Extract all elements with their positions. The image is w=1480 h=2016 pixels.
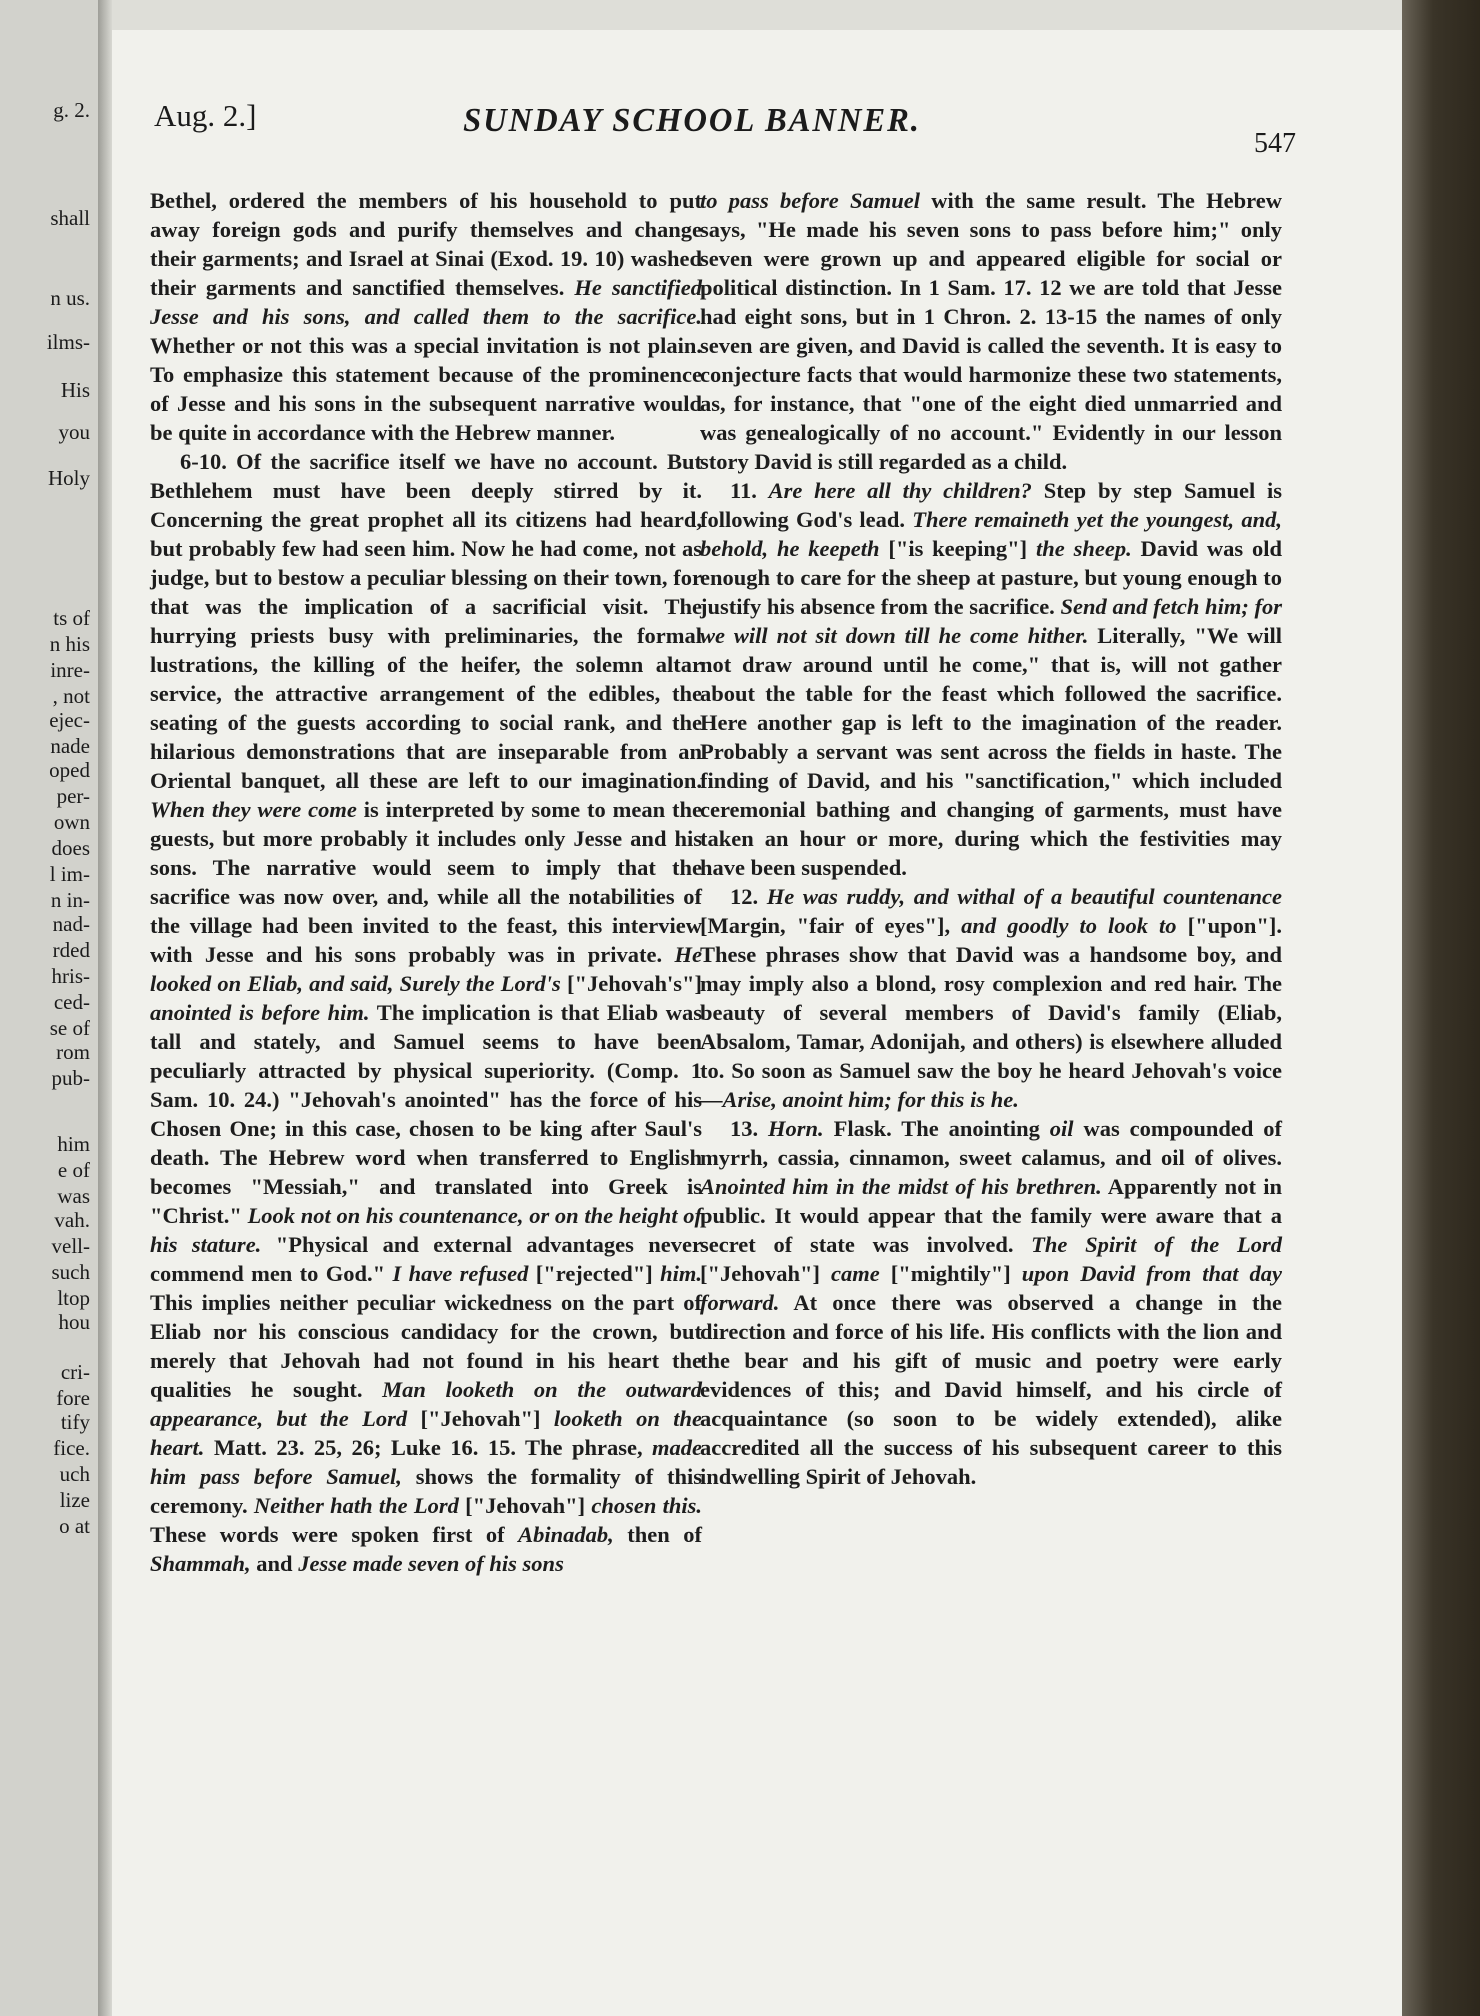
- scripture-quote: He looked on Eliab, and said, Surely the Lord's: [150, 942, 702, 996]
- page-number: 547: [1254, 128, 1296, 159]
- previous-page-fragment: n in-: [50, 888, 90, 912]
- previous-page-fragment: n us.: [50, 286, 90, 310]
- previous-page-fragment: vell-: [51, 1234, 90, 1258]
- text-run: ["mightily"]: [879, 1261, 1022, 1286]
- previous-page-fragment: pub-: [51, 1066, 90, 1090]
- previous-page-fragment: cri-: [60, 1360, 90, 1384]
- text-run: Flask. The anointing: [823, 1116, 1050, 1141]
- book-gutter: [98, 0, 112, 2016]
- scripture-quote: looketh on the heart.: [150, 1406, 703, 1460]
- running-head-date: Aug. 2.]: [154, 98, 257, 133]
- paragraph: [700, 186, 1282, 476]
- paragraph: [700, 476, 1282, 882]
- previous-page-fragment: e of: [57, 1158, 90, 1182]
- scripture-quote: When they were come: [150, 797, 357, 822]
- previous-page-fragment: rom: [56, 1040, 90, 1064]
- previous-page-fragment: ts of: [53, 606, 90, 630]
- previous-page-fragment: Holy: [48, 466, 90, 490]
- text-run: Step by step Samuel is following God's lead.: [700, 478, 1282, 532]
- previous-page-fragment: was: [57, 1184, 90, 1208]
- previous-page-fragment: hou: [58, 1310, 90, 1334]
- previous-page-fragment: g. 2.: [53, 98, 90, 122]
- previous-page-fragment: you: [58, 420, 90, 444]
- text-run: ["Jehovah's"]: [560, 971, 702, 996]
- previous-page-fragment: own: [53, 810, 90, 834]
- text-run: "Physical and external advantages never commend men to God.": [150, 1232, 702, 1286]
- text-run: ["Jehovah"]: [700, 1261, 831, 1286]
- previous-page-fragment: o at: [59, 1514, 90, 1538]
- previous-page-fragment: n his: [49, 632, 90, 656]
- scripture-quote: upon David from that day forward.: [700, 1261, 1282, 1315]
- scripture-quote: He was ruddy, and withal of a beautiful countenance: [766, 884, 1283, 909]
- scripture-quote: Anointed him in the midst of his brethren.: [700, 1174, 1102, 1199]
- scripture-quote: anointed is before him.: [150, 1000, 370, 1025]
- text-run: Apparently not in public. It would appear that the family were aware that a secret of state was involved.: [700, 1174, 1282, 1257]
- scripture-quote: Jesse made seven of his sons: [298, 1551, 564, 1576]
- previous-page-fragment: oped: [49, 758, 90, 782]
- paragraph: [700, 882, 1282, 1114]
- text-run: [Margin, "fair of eyes"],: [700, 913, 962, 938]
- scripture-quote: Are here all thy children?: [768, 478, 1032, 503]
- scripture-quote: He sanctified Jesse and his sons, and called them to the sacrifice.: [150, 275, 702, 329]
- previous-page-fragment: l im-: [49, 862, 90, 886]
- previous-page-fragment: inre-: [50, 658, 90, 682]
- text-run: was compounded of myrrh, cassia, cinnamon, sweet calamus, and oil of olives.: [700, 1116, 1283, 1170]
- text-run: [757, 478, 769, 503]
- scripture-quote: Shammah,: [150, 1551, 251, 1576]
- scripture-quote: Horn.: [768, 1116, 824, 1141]
- scripture-quote: to pass before Samuel: [700, 188, 921, 213]
- left-column: [150, 186, 702, 1578]
- paragraph: [150, 447, 702, 1578]
- previous-page-fragment: uch: [59, 1462, 90, 1486]
- text-run: ["Jehovah"]: [458, 1493, 592, 1518]
- text-run: ["is keeping"]: [879, 536, 1036, 561]
- scripture-quote: The Spirit of the Lord: [1031, 1232, 1282, 1257]
- running-head-title: SUNDAY SCHOOL BANNER.: [463, 102, 921, 139]
- verse-number: 12.: [730, 884, 759, 909]
- scripture-quote: Abinadab,: [518, 1522, 614, 1547]
- previous-page-fragment: per-: [56, 784, 90, 808]
- previous-page-edge: [0, 0, 101, 2016]
- text-run: At once there was observed a change in the direction and force of his life. His conflicts with the lion and the bear and his gift of music and poetry were early evidences of this; and David himself, and his circle of acquaintance (so soon to be widely extended), alike accredited all the success of his subsequent career to this indwelling Spirit of Jehovah.: [700, 1290, 1282, 1489]
- previous-page-fragment: such: [51, 1260, 90, 1284]
- right-column: [700, 186, 1282, 1491]
- verse-number: 13.: [730, 1116, 759, 1141]
- text-run: The implication is that Eliab was tall and stately, and Samuel seems to have been peculiarly attracted by physical superiority. (Comp. 1 Sam. 10. 24.) "Jehovah's anointed" has the force of his Chosen One; in this case, chosen to be king after Saul's death. The Hebrew word when transferred to English becomes "Messiah," and translated into Greek is "Christ.": [150, 1000, 702, 1228]
- previous-page-fragment: rded: [52, 938, 90, 962]
- book-edge: [1402, 0, 1480, 2016]
- scripture-quote: Look not on his countenance, or on the height of his stature.: [150, 1203, 703, 1257]
- scripture-quote: Send and fetch him; for we will not sit down till he come hither.: [700, 594, 1282, 648]
- previous-page-fragment: nade: [50, 734, 90, 758]
- scripture-quote: chosen this.: [591, 1493, 702, 1518]
- text-run: is interpreted by some to mean the guests, but more probably it includes only Jesse and his sons. The narrative would seem to imply that the sacrifice was now over, and, while all the notabilities of the village had been invited to the feast, this interview with Jesse and his sons probably was in private.: [150, 797, 702, 967]
- text-run: Whether or not this was a special invitation is not plain. To emphasize this statement because of the prominence of Jesse and his sons in the subsequent narrative would be quite in accordance with the Hebrew manner.: [150, 333, 702, 445]
- previous-page-fragment: tify: [60, 1410, 90, 1434]
- text-run: These words were spoken first of: [150, 1522, 519, 1547]
- verse-number: 6-10.: [180, 449, 227, 474]
- previous-page-fragment: ilms-: [46, 330, 90, 354]
- previous-page-fragment: fice.: [53, 1436, 90, 1460]
- scripture-quote: I have refused: [392, 1261, 529, 1286]
- text-run: ["Jehovah"]: [407, 1406, 554, 1431]
- text-run: with the same result. The Hebrew says, "He made his seven sons to pass before him;" only seven were grown up and appeared eligible for social or political distinction. In 1 Sam. 17. 12 we are told that Jesse had eight sons, but in 1 Chron. 2. 13-15 the names of only seven are given, and David is called the seventh. It is easy to conjecture facts that would harmonize these two statements, as, for instance, that "one of the eight died unmarried and was genealogically of no account." Evidently in our lesson story David is still regarded as a child.: [700, 188, 1282, 474]
- text-run: Bethel, ordered the members of his household to put away foreign gods and purify themselves and change their garments; and Israel at Sinai (Exod. 19. 10) washed their garments and sanctified themselves.: [150, 188, 702, 300]
- previous-page-fragment: , not: [52, 684, 90, 708]
- previous-page-fragment: does: [51, 836, 90, 860]
- text-run: ["upon"]. These phrases show that David was a handsome boy, and may imply also a blond, rosy complexion and red hair. The beauty of several members of David's family (Eliab, Absalom, Tamar, Adonijah, and others) is elsewhere alluded to. So soon as Samuel saw the boy he heard Jehovah's voice—: [700, 913, 1282, 1112]
- text-run: shows the formality of this ceremony.: [150, 1464, 702, 1518]
- previous-page-fragment: vah.: [54, 1208, 90, 1232]
- text-run: then of: [613, 1522, 703, 1547]
- previous-page-fragment: him: [57, 1132, 90, 1156]
- previous-page-fragment: ltop: [57, 1286, 90, 1310]
- previous-page-fragment: nad-: [52, 912, 90, 936]
- text-run: [758, 884, 767, 909]
- previous-page-fragment: lize: [59, 1488, 90, 1512]
- previous-page-fragment: ejec-: [49, 708, 90, 732]
- previous-page-fragment: shall: [50, 206, 90, 230]
- text-run: David was old enough to care for the sheep at pasture, but young enough to justify his absence from the sacrifice.: [700, 536, 1282, 619]
- text-run: and: [250, 1551, 299, 1576]
- scripture-quote: oil: [1049, 1116, 1074, 1141]
- scripture-quote: Neither hath the Lord: [253, 1493, 459, 1518]
- previous-page-fragment: His: [60, 378, 90, 402]
- scripture-quote: Arise, anoint him; for this is he.: [722, 1087, 1019, 1112]
- scripture-quote: made him pass before Samuel,: [150, 1435, 702, 1489]
- text-run: ["rejected"]: [528, 1261, 661, 1286]
- text-run: Literally, "We will not draw around until he come," that is, will not gather about the table for the feast which followed the sacrifice. Here another gap is left to the imagination of the reader. Probably a servant was sent across the fields in haste. The finding of David, and his "sanctification," which included ceremonial bathing and changing of garments, must have taken an hour or more, during which the festivities may have been suspended.: [700, 623, 1282, 880]
- paragraph: [150, 186, 702, 447]
- previous-page-fragment: se of: [49, 1016, 90, 1040]
- scripture-quote: There remaineth yet the youngest, and, behold, he keepeth: [700, 507, 1282, 561]
- scripture-quote: and goodly to look to: [961, 913, 1177, 938]
- scripture-quote: came: [830, 1261, 880, 1286]
- previous-page-fragment: hris-: [51, 964, 90, 988]
- text-run: This implies neither peculiar wickedness on the part of Eliab nor his conscious candidacy for the crown, but merely that Jehovah had not found in his heart the qualities he sought.: [150, 1290, 702, 1402]
- scripture-quote: the sheep.: [1036, 536, 1132, 561]
- text-run: [758, 1116, 768, 1141]
- paragraph: [700, 1114, 1282, 1491]
- text-run: Of the sacrifice itself we have no account. But Bethlehem must have been deeply stirred by it. Concerning the great prophet all its citizens had heard, but probably few had seen him. Now he had come, not as judge, but to bestow a peculiar blessing on their town, for that was the implication of a sacrificial visit. The hurrying priests busy with preliminaries, the formal lustrations, the killing of the heifer, the solemn altar service, the attractive arrangement of the edibles, the seating of the guests according to social rank, and the hilarious demonstrations that are inseparable from an Oriental banquet, all these are left to our imagination.: [150, 449, 702, 793]
- previous-page-fragment: fore: [56, 1386, 90, 1410]
- scripture-quote: him.: [660, 1261, 702, 1286]
- text-run: Matt. 23. 25, 26; Luke 16. 15. The phrase,: [204, 1435, 652, 1460]
- scripture-quote: Man looketh on the outward appearance, but the Lord: [150, 1377, 702, 1431]
- previous-page-fragment: ced-: [53, 990, 90, 1014]
- verse-number: 11.: [730, 478, 757, 503]
